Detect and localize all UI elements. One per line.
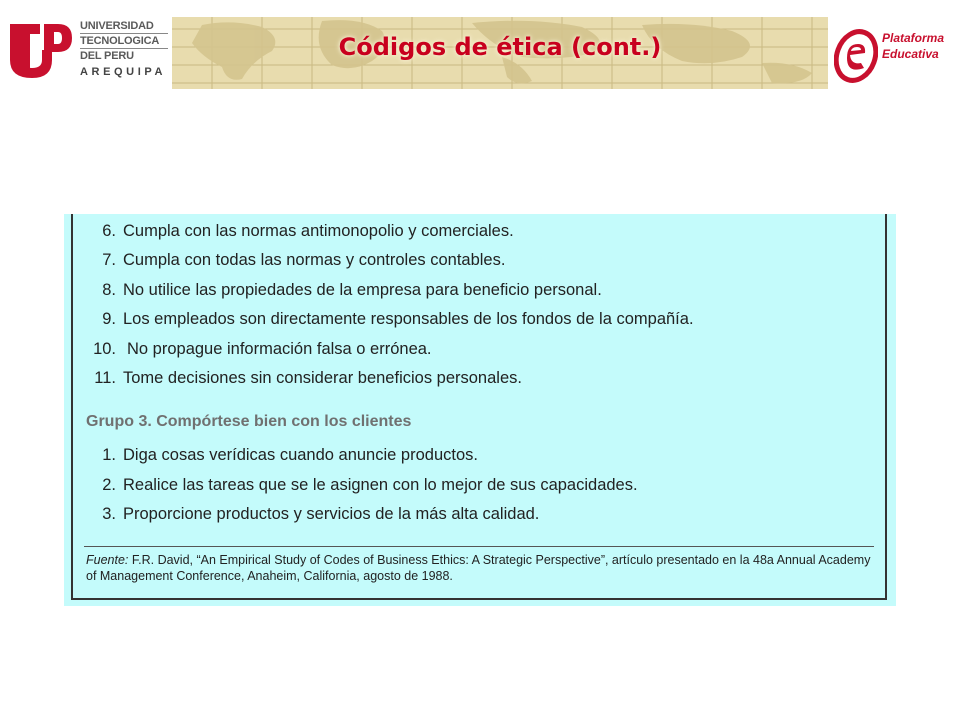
item-number: 8. [102,281,116,299]
plataforma-educativa-logo-icon [834,28,878,84]
university-city: AREQUIPA [80,66,167,78]
item-text: Cumpla con todas las normas y controles contables. [123,251,506,269]
item-number: 3. [102,505,116,523]
item-number: 7. [102,251,116,269]
utp-logo-icon [8,20,74,82]
item-text: No propague información falsa o errónea. [127,340,432,358]
university-name [80,20,172,78]
item-number: 2. [102,476,116,494]
item-number: 1. [102,446,116,464]
source-divider [84,546,874,547]
box-left-border [71,214,73,600]
item-number: 10. [93,340,116,358]
group-3-title: Grupo 3. Compórtese bien con los clientes [86,413,412,430]
item-text: Diga cosas verídicas cuando anuncie productos. [123,446,478,464]
title-banner [172,17,828,89]
university-line-3: DEL PERU [80,50,134,62]
item-text: Tome decisiones sin considerar beneficios personales. [123,369,522,387]
slide-title: Códigos de ética (cont.) [338,33,662,61]
slide-header [0,0,960,100]
source-label: Fuente: [86,553,129,567]
item-number: 11. [94,369,116,387]
platform-line-1: Plataforma [882,31,945,45]
platform-line-2: Educativa [882,47,939,61]
item-text: Realice las tareas que se le asignen con lo mejor de sus capacidades. [123,476,638,494]
source-text: F.R. David, “An Empirical Study of Codes of Business Ethics: A Strategic Perspective”, artículo presentado en la 48a Annual Academy of Management Conference, Anaheim, California, agosto de 1988. [86,553,871,583]
university-line-2: TECNOLOGICA [80,35,160,47]
ethics-codes-box [64,214,896,606]
item-number: 9. [102,310,116,328]
item-text: Cumpla con las normas antimonopolio y comerciales. [123,222,514,240]
box-right-border [885,214,887,600]
box-bottom-border [71,598,887,600]
item-text: Proporcione productos y servicios de la más alta calidad. [123,505,540,523]
source-citation [86,552,876,584]
item-text: Los empleados son directamente responsables de los fondos de la compañía. [123,310,694,328]
item-number: 6. [102,222,116,240]
plataforma-educativa-name [882,30,944,62]
item-text: No utilice las propiedades de la empresa para beneficio personal. [123,281,602,299]
university-line-1: UNIVERSIDAD [80,20,154,32]
